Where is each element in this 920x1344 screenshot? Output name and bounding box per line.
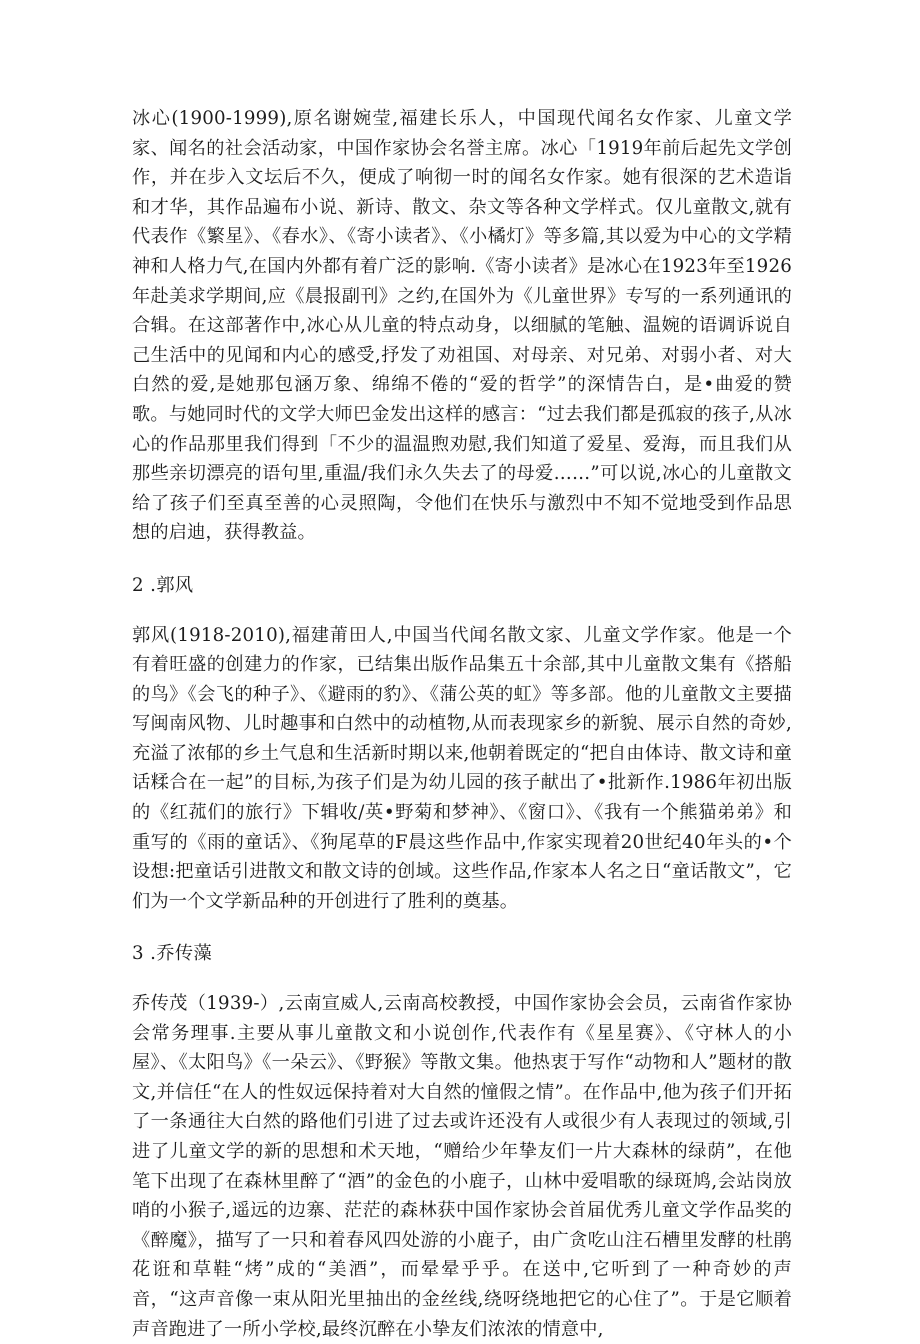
paragraph-guo-feng: 郭风(1918-2010),福建莆田人,中国当代闻名散文家、儿童文学作家。他是一个有着旺盛的创建力的作家，已结集出版作品集五十余部,其中儿童散文集有《搭船的鸟》《会飞的种子》、《避雨的豹》、《蒲公英的虹》等多部。他的儿童散文主要描写闽南风物、儿时趣事和白然中的动植物,从而表现家乡的新貌、展示自然的奇妙,充溢了浓郁的乡土气息和生活新时期以来,他朝着既定的“把自由体诗、散文诗和童话糅合在一起”的目标,为孩子们是为幼儿园的孩子献出了•批新作.1986年初出版的《红菰们的旅行》下辑收/英•野菊和梦神》、《窗口》、《我有一个熊猫弟弟》和重写的《雨的童话》、《狗尾草的F晨这些作品中,作家实现着20世纪40年头的•个设想:把童话引进散文和散文诗的创域。这些作品,作家本人名之日“童话散文”，它们为一个文学新品种的开创进行了胜利的奠基。: [132, 624, 792, 912]
document-page: [132, 104, 792, 1344]
section-heading-guo-feng: 2 .郭风: [132, 574, 194, 596]
paragraph-qiao-chuanzao: 乔传茂（1939-）,云南宣威人,云南高校教授，中国作家协会会员，云南省作家协会常务理事.主要从事儿童散文和小说创作,代表作有《星星赛》、《守林人的小屋》、《太阳鸟》《一朵云》、《野猴》等散文集。他热衷于写作“动物和人”题材的散文,并信任“在人的性奴远保持着对大自然的憧假之情”。在作品中,他为孩子们开拓了一条通往大白然的路他们引进了过去或许还没有人或很少有人表现过的领域,引进了儿童文学的新的思想和术天地，“赠给少年挚友们一片大森林的绿荫”，在他笔下出现了在森林里醉了“酒”的金色的小鹿子，山林中爱唱歌的绿斑鸠,会站岗放哨的小猴子,遥远的边寨、茫茫的森林获中国作家协会首届优秀儿童文学作品奖的《醉魔》，描写了一只和着春风四处游的小鹿子，由广贪吃山注石槽里发酵的杜鹃花诳和草鞋“烤”成的“美酒”，而晕晕乎乎。在送中,它听到了一种奇妙的声音，“这声音像一束从阳光里抽出的金丝线,绕呀绕地把它的心住了”。于是它顺着声音跑进了一所小学校,最终沉醉在小挚友们浓浓的情意中,: [132, 993, 792, 1340]
section-heading-qiao-chuanzao: 3 .乔传藻: [132, 943, 213, 965]
paragraph-bing-xin: 冰心(1900-1999),原名谢婉莹,福建长乐人，中国现代闻名女作家、儿童文学家、闻名的社会活动家，中国作家协会名誉主席。冰心「1919年前后起先文学创作，并在步入文坛后不久，便成了响彻一时的闻名女作家。她有很深的艺术造诣和才华，其作品遍布小说、新诗、散文、杂文等各种文学样式。仅儿童散文,就有代表作《繁星》、《春水》、《寄小读者》、《小橘灯》等多篇,其以爱为中心的文学精神和人格力气,在国内外都有着广泛的影响.《寄小读者》是冰心在1923年至1926年赴美求学期间,应《晨报副刊》之约,在国外为《儿童世界》专写的一系列通讯的合辑。在这部著作中,冰心从儿童的特点动身，以细腻的笔触、温婉的语调诉说自己生活中的见闻和内心的感受,抒发了劝祖国、对母亲、对兄弟、对弱小者、对大白然的爱,是她那包涵万象、绵绵不倦的“爱的哲学”的深情告白，是•曲爱的赞歌。与她同时代的文学大师巴金发出这样的感言：“过去我们都是孤寂的孩子,从冰心的作品那里我们得到「不少的温温煦劝慰,我们知道了爱星、爱海，而且我们从那些亲切漂亮的语句里,重温/我们永久失去了的母爱……”可以说,冰心的儿童散文给了孩子们至真至善的心灵照陶，令他们在快乐与激烈中不知不觉地受到作品思想的启迪，获得教益。: [132, 108, 792, 544]
